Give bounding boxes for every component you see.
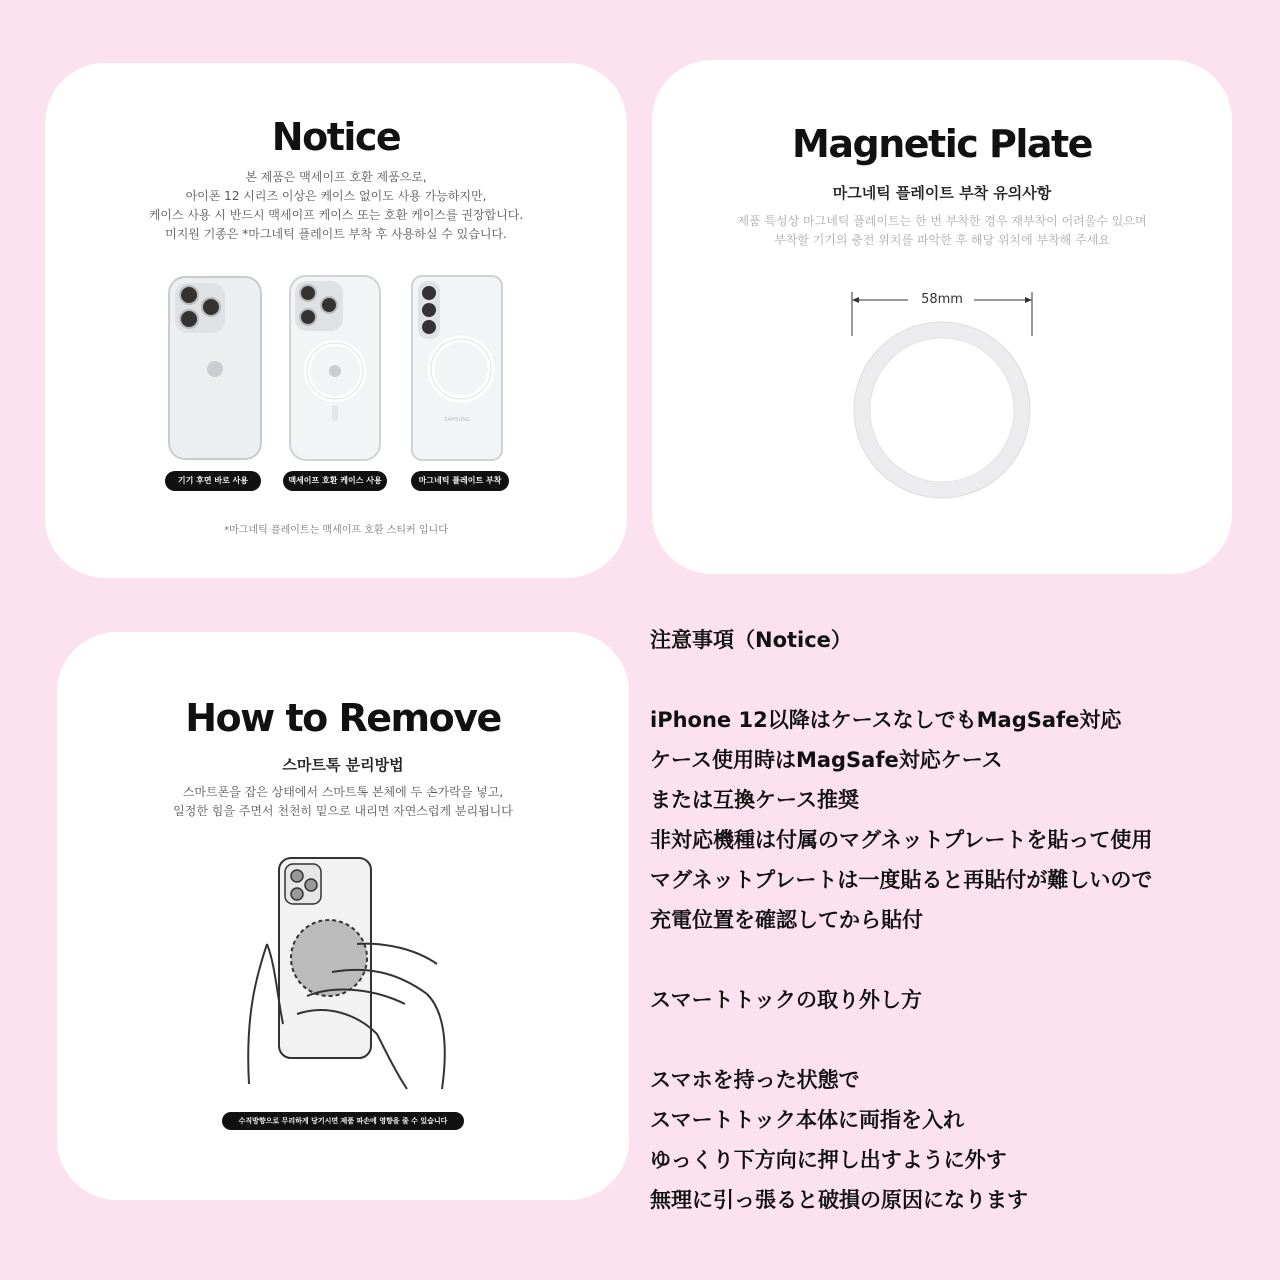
instructions-text bbox=[650, 620, 1270, 1220]
notice-desc-line: 미지원 기종은 *마그네틱 플레이트 부착 후 사용하실 수 있습니다. bbox=[165, 227, 507, 241]
instruction-line: iPhone 12以降はケースなしでもMagSafe対応 bbox=[650, 708, 1122, 732]
label-pill: 맥세이프 호환 케이스 사용 bbox=[283, 471, 387, 491]
plate-description bbox=[652, 212, 1232, 250]
how-to-remove-card bbox=[57, 632, 629, 1200]
label-pill: 마그네틱 플레이트 부착 bbox=[411, 471, 509, 491]
android-plate-icon bbox=[409, 273, 505, 463]
plate-desc-line: 부착할 기기의 충전 위치를 파악한 후 해당 위치에 부착해 주세요 bbox=[774, 233, 1110, 247]
instruction-line: マグネットプレートは一度貼ると再貼付が難しいので bbox=[650, 868, 1153, 892]
notice-card bbox=[45, 63, 627, 578]
plate-subtitle: 마그네틱 플레이트 부착 유의사항 bbox=[832, 184, 1052, 202]
instruction-line: 非対応機種は付属のマグネットプレートを貼って使用 bbox=[650, 828, 1153, 852]
instruction-line bbox=[650, 660, 1270, 700]
instruction-line bbox=[650, 940, 1270, 980]
instruction-line: または互換ケース推奨 bbox=[650, 788, 859, 812]
instruction-line: スマートトック本体に両指を入れ bbox=[650, 1108, 964, 1132]
remove-subtitle: 스마트톡 분리방법 bbox=[282, 756, 404, 774]
iphone-back-icon bbox=[165, 273, 265, 463]
notice-desc-line: 본 제품은 맥세이프 호환 제품으로, bbox=[245, 170, 427, 184]
instruction-line: 注意事項（Notice） bbox=[650, 628, 852, 652]
notice-desc-line: 아이폰 12 시리즈 이상은 케이스 없이도 사용 가능하지만, bbox=[185, 189, 487, 203]
instruction-line: ケース使用時はMagSafe対応ケース bbox=[650, 748, 1003, 772]
plate-ring-icon bbox=[842, 288, 1042, 508]
warning-pill: 수직방향으로 무리하게 당기시면 제품 파손에 영향을 줄 수 있습니다 bbox=[222, 1112, 464, 1130]
remove-desc-line: 스마트폰을 잡은 상태에서 스마트톡 본체에 두 손가락을 넣고, bbox=[182, 785, 504, 799]
remove-description bbox=[57, 783, 629, 821]
notice-description bbox=[45, 168, 627, 244]
instruction-line: ゆっくり下方向に押し出すように外す bbox=[650, 1148, 1007, 1172]
instruction-line: スマホを持った状態で bbox=[650, 1068, 860, 1092]
plate-title: Magnetic Plate bbox=[792, 122, 1092, 166]
remove-title: How to Remove bbox=[185, 696, 501, 740]
brand-text: SAMSUNG bbox=[444, 417, 470, 423]
dimension-label: 58mm bbox=[921, 292, 963, 307]
notice-desc-line: 케이스 사용 시 반드시 맥세이프 케이스 또는 호환 케이스를 권장합니다. bbox=[148, 208, 524, 222]
notice-footnote: *마그네틱 플레이트는 맥세이프 호환 스티커 입니다 bbox=[224, 525, 448, 536]
instruction-line: 無理に引っ張ると破損の原因になります bbox=[650, 1188, 1028, 1212]
magnetic-plate-card bbox=[652, 60, 1232, 574]
remove-desc-line: 일정한 힘을 주면서 천천히 밑으로 내리면 자연스럽게 분리됩니다 bbox=[173, 804, 513, 818]
notice-title: Notice bbox=[271, 115, 401, 159]
hand-removing-smarttok-icon bbox=[237, 854, 467, 1094]
label-pill: 기기 후면 바로 사용 bbox=[165, 471, 261, 491]
instruction-line bbox=[650, 1020, 1270, 1060]
magsafe-case-icon bbox=[287, 273, 383, 463]
plate-desc-line: 제품 특성상 마그네틱 플레이트는 한 번 부착한 경우 재부착이 어려울수 있으며 bbox=[737, 214, 1147, 228]
instruction-line: スマートトックの取り外し方 bbox=[650, 988, 922, 1012]
instruction-line: 充電位置を確認してから貼付 bbox=[650, 908, 923, 932]
